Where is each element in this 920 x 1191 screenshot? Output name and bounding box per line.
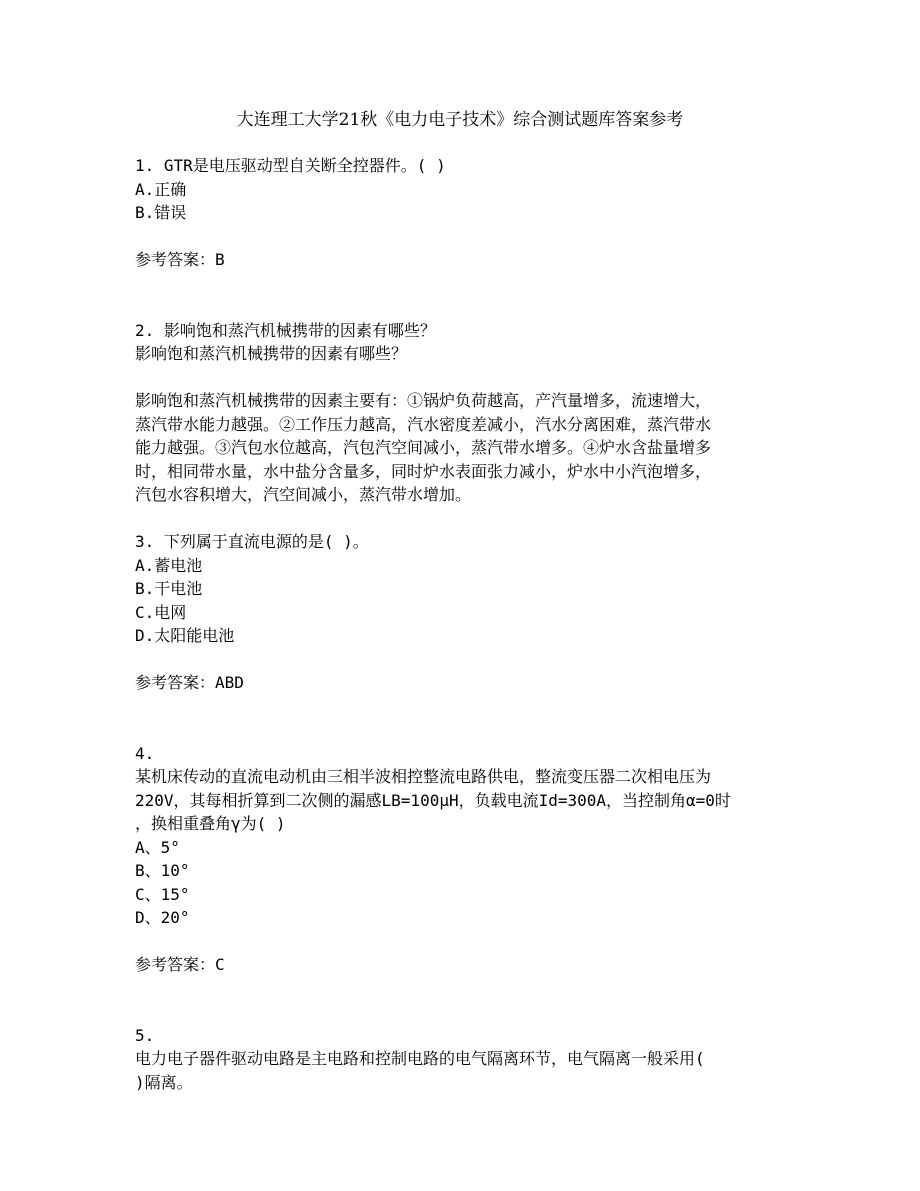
q3-answer: 参考答案：ABD: [135, 673, 244, 692]
q5-stem-line-2: )隔离。: [135, 1072, 193, 1092]
q2-answer-line-4: 时，相同带水量，水中盐分含量多，同时炉水表面张力减小，炉水中小汽泡增多，: [135, 461, 712, 481]
q4-option-d: D、20°: [135, 908, 190, 927]
q4-stem-line-2: 220V，其每相折算到二次侧的漏感LB=100μH，负载电流Id=300A，当控制角α=0时: [135, 790, 731, 810]
q3-option-a: A.蓄电池: [135, 555, 203, 575]
q3-option-c: C.电网: [135, 602, 187, 622]
q2-answer-line-1: 影响饱和蒸汽机械携带的因素主要有：①锅炉负荷越高，产汽量增多，流速增大，: [135, 391, 712, 410]
q2-answer-line-3: 能力越强。③汽包水位越高，汽包汽空间减小，蒸汽带水增多。④炉水含盐量增多: [135, 438, 712, 457]
q3-option-b: B.干电池: [135, 579, 203, 598]
q1-answer: 参考答案：B: [135, 250, 225, 269]
q4-option-c: C、15°: [135, 884, 190, 904]
q3-option-d: D.太阳能电池: [135, 626, 235, 645]
q4-number: 4.: [135, 743, 155, 763]
document-content: [135, 154, 795, 1094]
q5-number: 5.: [135, 1025, 155, 1045]
q4-option-b: B、10°: [135, 861, 190, 880]
q2-stem: 2. 影响饱和蒸汽机械携带的因素有哪些？: [135, 320, 436, 340]
q1-stem: 1. GTR是电压驱动型自关断全控器件。( ): [135, 156, 446, 175]
q1-option-a: A.正确: [135, 179, 187, 199]
q4-stem-line-1: 某机床传动的直流电动机由三相半波相控整流电路供电，整流变压器二次相电压为: [135, 767, 712, 786]
q4-answer: 参考答案：C: [135, 955, 225, 974]
q4-option-a: A、5°: [135, 837, 180, 857]
q4-stem-line-3: ，换相重叠角γ为( ): [135, 814, 286, 833]
q2-answer-line-2: 蒸汽带水能力越强。②工作压力越高，汽水密度差减小，汽水分离困难，蒸汽带水: [135, 414, 712, 434]
document-title: 大连理工大学21秋《电力电子技术》综合测试题库答案参考: [236, 110, 684, 130]
q5-stem-line-1: 电力电子器件驱动电路是主电路和控制电路的电气隔离环节，电气隔离一般采用(: [135, 1049, 705, 1068]
q2-answer-line-5: 汽包水容积增大，汽空间减小，蒸汽带水增加。: [135, 485, 472, 504]
q2-restate: 影响饱和蒸汽机械携带的因素有哪些？: [135, 344, 408, 363]
q3-stem: 3. 下列属于直流电源的是( )。: [135, 532, 369, 551]
q1-option-b: B.错误: [135, 203, 187, 222]
